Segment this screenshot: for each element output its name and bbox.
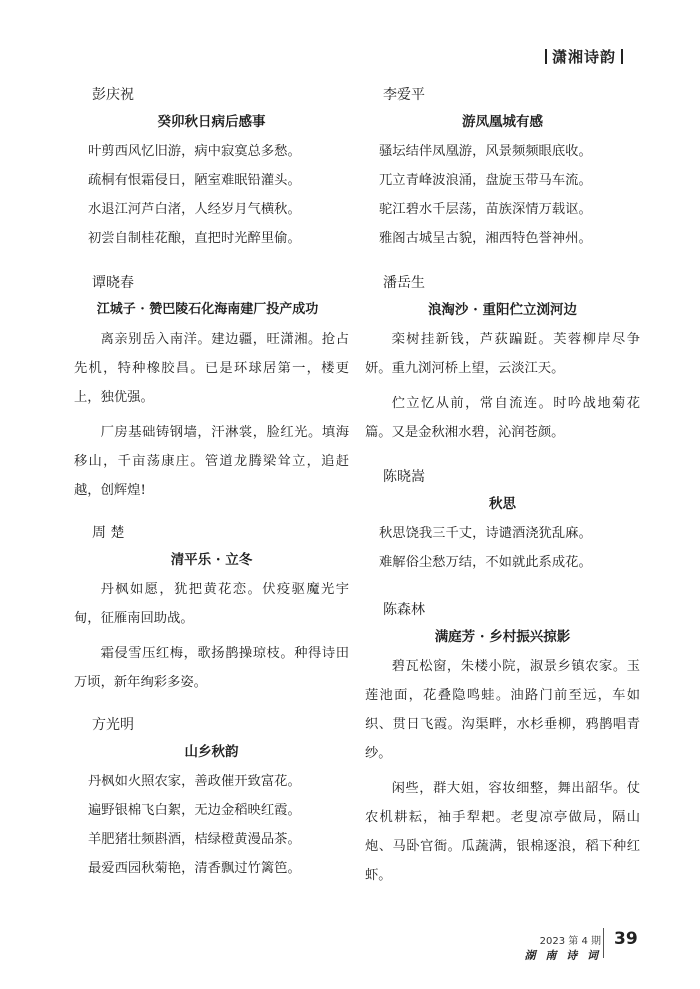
poem-paragraph: 离亲别岳入南洋。建边疆，旺潇湘。抢占先机，特种橡胶昌。已是环球居第一，楼更上，独优强。 <box>74 332 349 405</box>
issue-label: 2023 第 4 期 <box>539 936 601 947</box>
poem-chen-xiaosong <box>365 467 640 577</box>
poem-title: 满庭芳 · 乡村振兴掠影 <box>434 629 571 645</box>
poem-line: 难解俗尘愁万结，不如就此系成花。 <box>379 555 592 570</box>
poem-body <box>365 519 640 577</box>
poem-author: 谭晓春 <box>92 275 134 291</box>
poem-paragraph: 丹枫如愿，犹把黄花恋。伏疫驱魔光宇甸，征雁南回助战。 <box>74 582 349 626</box>
poem-body <box>74 325 349 505</box>
poem-tan-xiaochun <box>74 273 349 511</box>
poem-author: 陈森林 <box>383 602 425 618</box>
header-right-bar <box>621 49 623 64</box>
poem-chen-senlin <box>365 600 640 896</box>
poem-body <box>365 137 640 253</box>
poem-fang-guangming <box>74 715 349 883</box>
poem-line: 兀立青峰波浪涌，盘旋玉带马车流。 <box>379 173 592 188</box>
poem-title: 秋思 <box>489 496 516 512</box>
poem-body <box>74 575 349 697</box>
poem-author: 陈晓嵩 <box>383 469 425 485</box>
poem-paragraph: 厂房基础铸钢墙，汗淋裳，脸红光。填海移山，千亩荡康庄。管道龙腾梁耸立，追赶越，创辉煌! <box>74 425 349 498</box>
poem-paragraph: 碧瓦松窗，朱楼小院，淑景乡镇农家。玉莲池面，花叠隐鸣蛙。油路门前至远，车如织、贯日飞霞。沟渠畔，水杉垂柳，鸦鹊唱青纱。 <box>365 659 640 761</box>
poem-line: 疏桐有恨霜侵日，陋室难眠铅灌头。 <box>88 173 301 188</box>
poem-paragraph: 伫立忆从前，常自流连。时吟战地菊花篇。又是金秋湘水碧，沁润苍颜。 <box>365 396 640 440</box>
poem-body <box>74 137 349 253</box>
poem-line: 雅阁古城呈古貌，湘西特色誉神州。 <box>379 231 592 246</box>
poem-author: 彭庆祝 <box>92 87 134 103</box>
poem-line: 遍野银棉飞白絮，无边金稻映红霞。 <box>88 803 301 818</box>
poem-line: 叶剪西风忆旧游，病中寂寞总多愁。 <box>88 144 301 159</box>
page-number: 39 <box>614 929 638 949</box>
poem-pan-yuesheng <box>365 273 640 453</box>
poem-line: 最爱西园秋菊艳，清香飘过竹篱笆。 <box>88 861 301 876</box>
section-header <box>540 46 628 67</box>
poem-title: 游凤凰城有感 <box>462 114 543 130</box>
poem-body <box>365 325 640 447</box>
poem-title: 山乡秋韵 <box>184 744 239 760</box>
poem-peng-qingzhu <box>74 85 349 253</box>
poem-body <box>365 652 640 890</box>
poem-li-aiping <box>365 85 640 253</box>
poem-line: 水退江河芦白渚，人经岁月气横秋。 <box>88 202 301 217</box>
poem-line: 骚坛结伴凤凰游，风景频频眼底收。 <box>379 144 592 159</box>
poem-title: 清平乐 · 立冬 <box>170 552 253 568</box>
poem-title: 江城子 · 赞巴陵石化海南建厂投产成功 <box>96 302 319 317</box>
poem-line: 秋思饶我三千丈，诗谴酒浇犹乱麻。 <box>379 526 592 541</box>
footer-divider <box>603 928 604 958</box>
section-title: 潇湘诗韵 <box>551 48 616 66</box>
poem-body <box>74 767 349 883</box>
poem-line: 初尝自制桂花酿，直把时光醉里偷。 <box>88 231 301 246</box>
poem-line: 丹枫如火照农家，善政催开致富花。 <box>88 774 301 789</box>
poem-paragraph: 闲些，群大姐，容妆细整，舞出韶华。仗农机耕耘，袖手犁耙。老叟凉亭做局，隔山炮、马卧官衙。瓜蔬满，银棉逐浪，稻下种红虾。 <box>365 781 640 883</box>
poem-zhou-chu <box>74 523 349 703</box>
journal-name: 湖 南 诗 词 <box>524 949 601 962</box>
header-left-bar <box>545 49 547 64</box>
poem-author: 李爱平 <box>383 87 425 103</box>
poem-title: 浪淘沙 · 重阳伫立浏河边 <box>427 302 578 318</box>
poem-line: 羊肥猪壮频斟酒，桔绿橙黄漫品茶。 <box>88 832 301 847</box>
poem-paragraph: 霜侵雪压红梅，歌扬鹊操琼枝。种得诗田万顷，新年绚彩多姿。 <box>74 646 349 690</box>
poem-paragraph: 栾树挂新钱，芦荻蹁跹。芙蓉柳岸尽争妍。重九浏河桥上望，云淡江天。 <box>365 332 640 376</box>
poem-author: 周 楚 <box>92 525 125 541</box>
poem-author: 方光明 <box>92 717 134 733</box>
poem-author: 潘岳生 <box>383 275 425 291</box>
poem-line: 驼江碧水千层荡，苗族深情万载讴。 <box>379 202 592 217</box>
poem-title: 癸卯秋日病后感事 <box>157 114 266 130</box>
